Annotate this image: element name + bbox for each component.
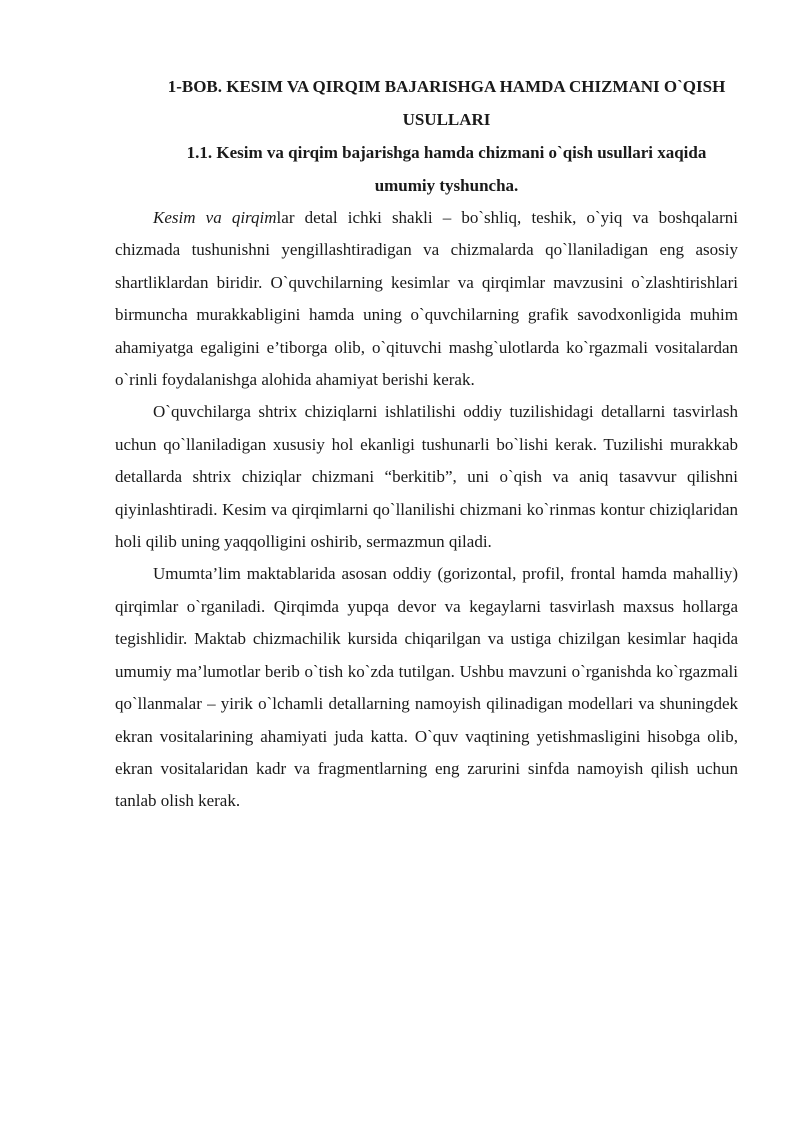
section-title: 1.1. Kesim va qirqim bajarishga hamda chizmani o`qish usullari xaqida umumiy tyshuncha. bbox=[186, 143, 707, 195]
paragraph-1-text: lar detal ichki shakli – bo`shliq, teshik, o`yiq va boshqalarni chizmada tushunishni yengillashtiradigan va chizmalarda qo`llaniladigan eng asosiy shartliklardan biridir. O`quvchilarning kesimlar va qirqimlar mavzusini o`zlashtirishlari birmuncha murakkabligini hamda uning o`quvchilarning grafik savodxonligida muhim ahamiyatga egaligini e’tiborga olib, o`qituvchi mashg`ulotlarda ko`rgazmali vositalardan o`rinli foydalanishga alohida ahamiyat berishi kerak. bbox=[115, 208, 738, 390]
paragraph-2: O`quvchilarga shtrix chiziqlarni ishlatilishi oddiy tuzilishidagi detallarni tasvirlash uchun qo`llaniladigan xususiy hol ekanligi tushunarli bo`lishi kerak. Tuzilishi murakkab detallarda shtrix chiziqlar chizmani “berkitib”, uni o`qish va aniq tasavvur qilishni qiyinlashtiradi. Kesim va qirqimlarni qo`llanilishi chizmani ko`rinmas kontur chiziqlaridan holi qilib uning yaqqolligini oshirib, sermazmun qiladi. bbox=[115, 402, 738, 552]
paragraph-3: Umumta’lim maktablarida asosan oddiy (gorizontal, profil, frontal hamda mahalliy) qirqimlar o`rganiladi. Qirqimda yupqa devor va kegaylarni tasvirlash maxsus hollarga tegishlidir. Maktab chizmachilik kursida chiqarilgan va ustiga chizilgan kesimlar haqida umumiy ma’lumotlar berib o`tish ko`zda tutilgan. Ushbu mavzuni o`rganishda ko`rgazmali qo`llanmalar – yirik o`lchamli detallarning namoyish qilinadigan modellari va shuningdek ekran vositalarining ahamiyati juda katta. O`quv vaqtining yetishmasligini hisobga olib, ekran vositalaridan kadr va fragmentlarning eng zarurini sinfda namoyish qilish uchun tanlab olish kerak. bbox=[115, 564, 738, 811]
paragraph-1 bbox=[115, 202, 738, 396]
document-page bbox=[115, 70, 738, 818]
paragraph-1-italic-term: Kesim va qirqim bbox=[153, 208, 277, 227]
chapter-title: 1-BOB. KESIM VA QIRQIM BAJARISHGA HAMDA CHIZMANI O`QISH USULLARI bbox=[167, 77, 726, 129]
